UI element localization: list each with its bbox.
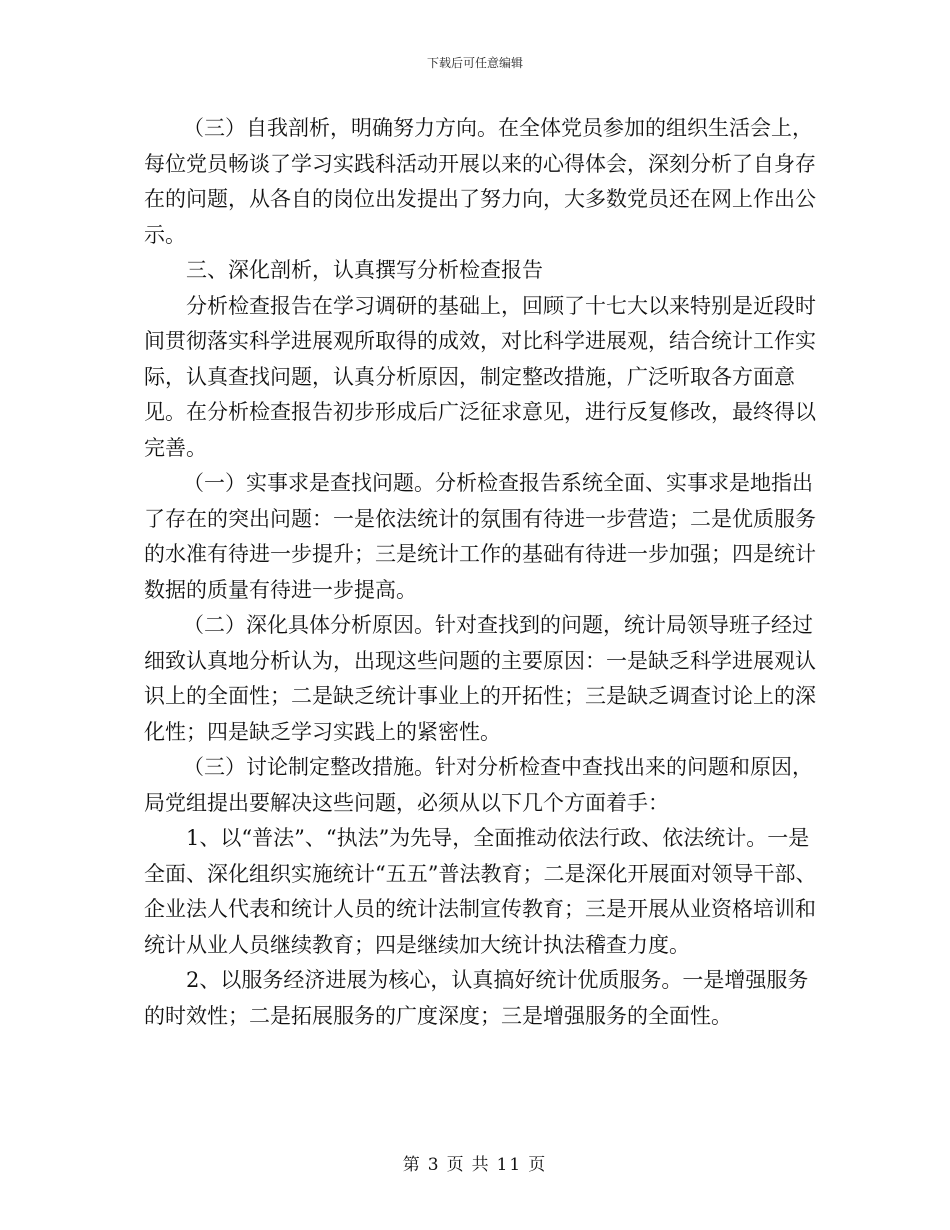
footer-middle-1: 页: [446, 1155, 466, 1175]
footer-prefix: 第: [402, 1155, 422, 1175]
document-body: [144, 111, 824, 1034]
paragraph-self-analysis: （三）自我剖析，明确努力方向。在全体党员参加的组织生活会上，每位党员畅谈了学习实践科活动开展以来的心得体会，深刻分析了自身存在的问题，从各自的岗位出发提出了努力向，大多数党员还在网上作出公示。: [144, 116, 816, 247]
paragraph-analyze-causes: （二）深化具体分析原因。针对查找到的问题，统计局领导班子经过细致认真地分析认为，出现这些问题的主要原因：一是缺乏科学进展观认识上的全面性；二是缺乏统计事业上的开拓性；三是缺乏调查讨论上的深化性；四是缺乏学习实践上的紧密性。: [144, 613, 816, 744]
footer-middle-2: 共: [471, 1155, 491, 1175]
paragraph-find-problems: （一）实事求是查找问题。分析检查报告系统全面、实事求是地指出了存在的突出问题：一是依法统计的氛围有待进一步营造；二是优质服务的水准有待进一步提升；三是统计工作的基础有待进一步加强；四是统计数据的质量有待进一步提高。: [144, 471, 816, 602]
footer-total-pages: 11: [496, 1155, 523, 1175]
footer-suffix: 页: [528, 1155, 548, 1175]
paragraph-rectification: （三）讨论制定整改措施。针对分析检查中查找出来的问题和原因，局党组提出要解决这些问题，必须从以下几个方面着手：: [144, 755, 813, 815]
paragraph-report-intro: 分析检查报告在学习调研的基础上，回顾了十七大以来特别是近段时间贯彻落实科学进展观所取得的成效，对比科学进展观，结合统计工作实际，认真查找问题，认真分析原因，制定整改措施，广泛听取各方面意见。在分析检查报告初步形成后广泛征求意见，进行反复修改，最终得以完善。: [144, 293, 816, 460]
section-heading-3: 三、深化剖析，认真撰写分析检查报告: [186, 258, 543, 282]
paragraph-item-2: 2、以服务经济进展为核心，认真搞好统计优质服务。一是增强服务的时效性；二是拓展服务的广度深度；三是增强服务的全面性。: [144, 968, 809, 1028]
page-footer: [0, 1150, 950, 1175]
paragraph-item-1: 1、以“普法”、“执法”为先导，全面推动依法行政、依法统计。一是全面、深化组织实施统计“五五”普法教育；二是深化开展面对领导干部、企业法人代表和统计人员的统计法制宣传教育；三是开展从业资格培训和统计从业人员继续教育；四是继续加大统计执法稽查力度。: [144, 826, 817, 957]
page-header: 下载后可任意编辑: [426, 56, 523, 70]
footer-current-page: 3: [427, 1155, 441, 1175]
